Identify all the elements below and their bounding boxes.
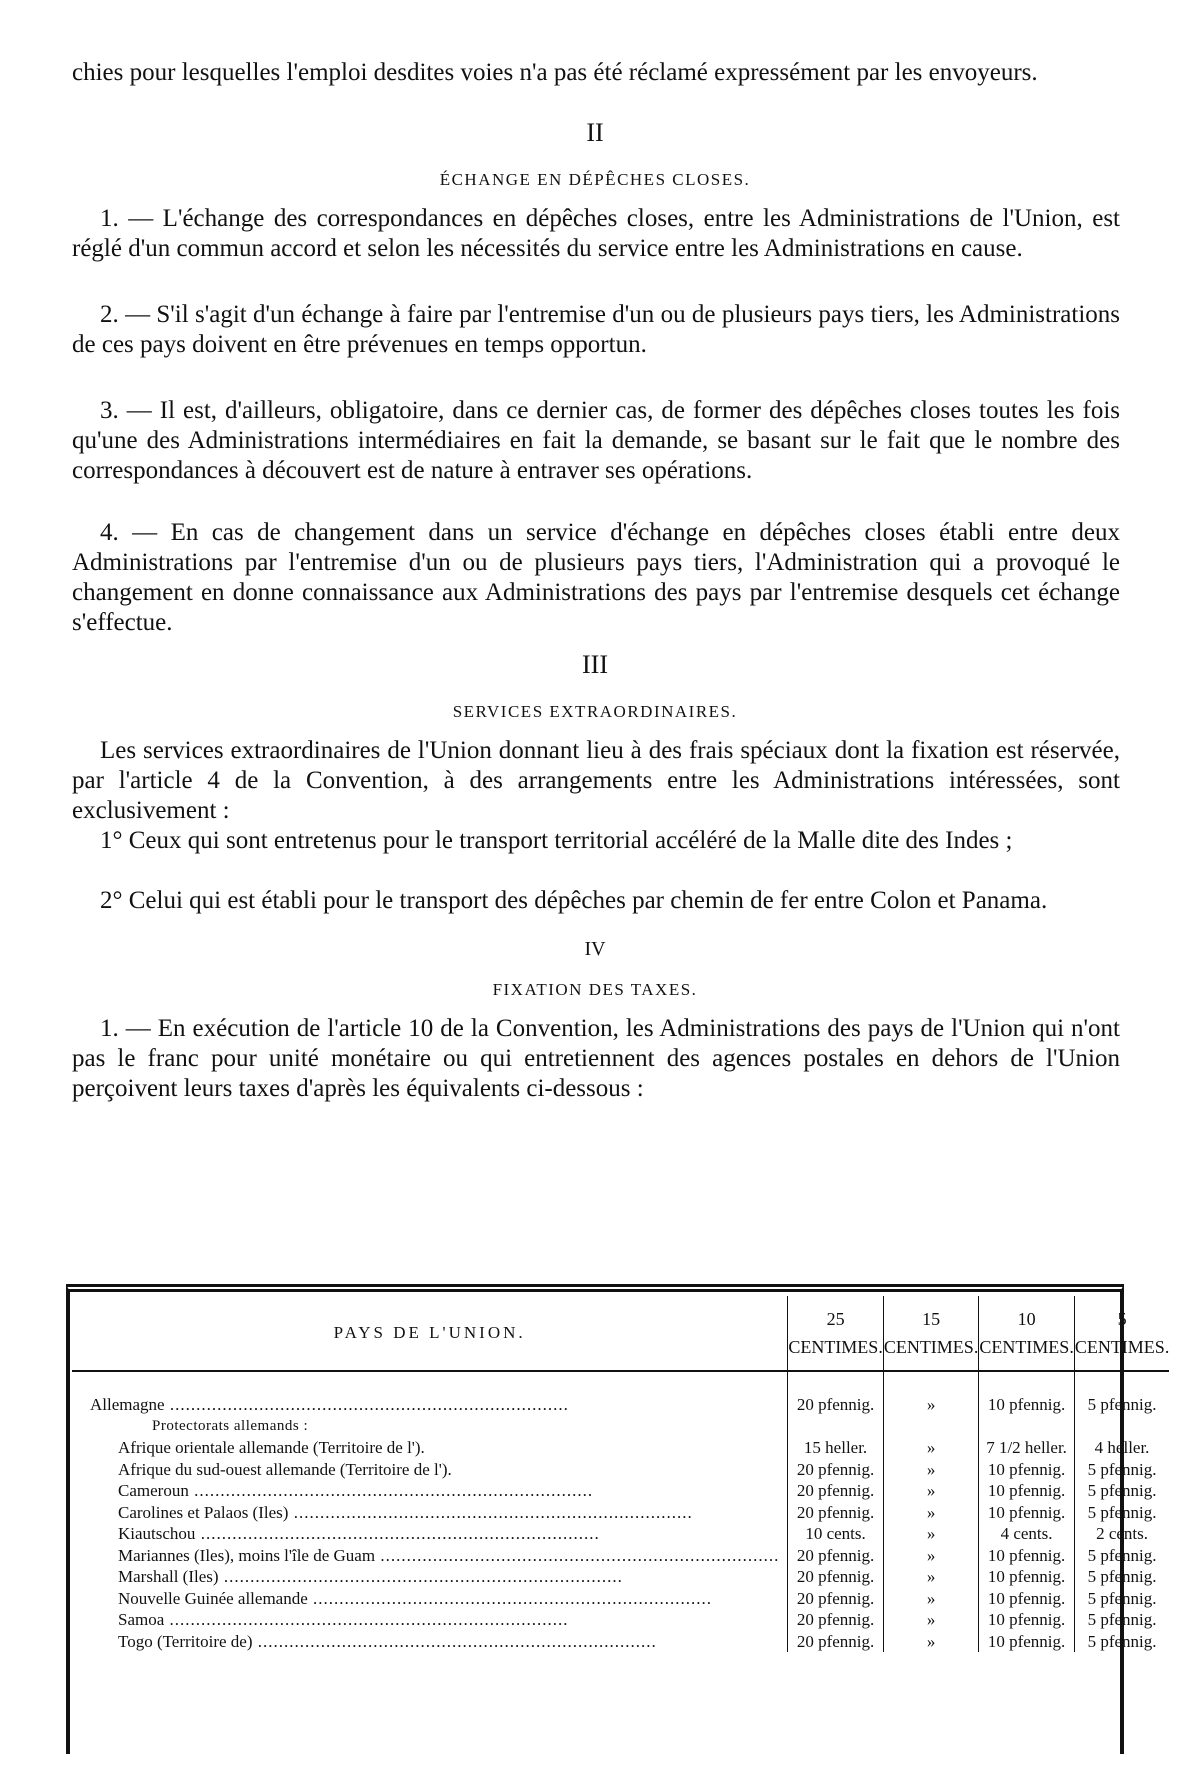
table-row [72, 1545, 1169, 1567]
section-2-paragraph-1: 1. — L'échange des correspondances en dépêches closes, entre les Administrations de l'Union, est réglé d'un commun accord et selon les nécessités du service entre les Administrations en cause. [72, 205, 1120, 262]
table-spacer-row [72, 1371, 1169, 1394]
header-25-unit: CENTIMES. [788, 1337, 883, 1357]
rate-15: » [883, 1545, 979, 1567]
header-15-centimes [883, 1296, 979, 1371]
header-country: PAYS DE L'UNION. [72, 1296, 788, 1371]
rate-25: 20 pfennig. [788, 1631, 884, 1653]
rate-10: 10 pfennig. [979, 1631, 1075, 1653]
rate-5: 5 pfennig. [1087, 1631, 1157, 1651]
rate-15: » [883, 1588, 979, 1610]
rate-10: 10 pfennig. [979, 1459, 1075, 1481]
rate-10: 4 cents. [979, 1523, 1075, 1545]
table-row [72, 1459, 1169, 1481]
header-5-number: 5 [1117, 1309, 1127, 1329]
rate-5: 5 pfennig. [1087, 1395, 1157, 1414]
header-25-number: 25 [826, 1309, 845, 1329]
rate-5: 5 pfennig. [1087, 1545, 1157, 1565]
rate-10: 10 pfennig. [979, 1480, 1075, 1502]
header-10-number: 10 [1017, 1309, 1036, 1329]
rate-5: 2 cents. [1096, 1524, 1149, 1543]
rate-25: 20 pfennig. [788, 1545, 884, 1567]
rate-25: 20 pfennig. [788, 1502, 884, 1524]
country-name: Afrique orientale allemande (Territoire de l'). [72, 1437, 788, 1459]
table-row [72, 1631, 1169, 1653]
rate-10: 10 pfennig. [979, 1502, 1075, 1524]
rate-25: 20 pfennig. [788, 1588, 884, 1610]
rate-15: » [883, 1609, 979, 1631]
country-name: Carolines et Palaos (Iles) ..... [72, 1502, 788, 1524]
rate-15: » [883, 1459, 979, 1481]
table-row [72, 1480, 1169, 1502]
rate-5: 5 pfennig. [1087, 1502, 1157, 1522]
rate-5: 4 heller. [1094, 1438, 1150, 1457]
section-4-number: IV [584, 938, 606, 960]
rate-15: » [883, 1523, 979, 1545]
rate-10: 10 pfennig. [979, 1394, 1075, 1416]
intro-paragraph: chies pour lesquelles l'emploi desdites voies n'a pas été réclamé expressément par les envoyeurs. [72, 59, 1038, 86]
country-name: Kiautschou ..... [72, 1523, 788, 1545]
section-2-paragraph-4: 4. — En cas de changement dans un service d'échange en dépêches closes établi entre deux Administrations par l'entremise d'un ou de plusieurs pays tiers, l'Administration qui a provoqué le changement en donne connaissance aux Administrations des pays par l'entremise desquels cet échange s'effectue. [72, 519, 1120, 636]
header-10-centimes [979, 1296, 1075, 1371]
table-body [72, 1371, 1169, 1652]
table-row [72, 1609, 1169, 1631]
section-2-paragraph-3: 3. — Il est, d'ailleurs, obligatoire, dans ce dernier cas, de former des dépêches closes toutes les fois qu'une des Administrations intermédiaires en fait la demande, se basant sur le fait que le nombre des correspondances à découvert est de nature à entraver ses opérations. [72, 397, 1120, 484]
rate-5: 5 pfennig. [1087, 1567, 1157, 1586]
section-4-title: FIXATION DES TAXES. [492, 980, 698, 999]
rate-10: 10 pfennig. [979, 1588, 1075, 1610]
rate-5: 5 pfennig. [1087, 1610, 1157, 1629]
section-3-item-1: 1° Ceux qui sont entretenus pour le transport territorial accéléré de la Malle dite des Indes ; [100, 827, 1013, 854]
section-3-number: III [582, 650, 608, 679]
rate-15: » [883, 1502, 979, 1524]
country-name: Mariannes (Iles), moins l'île de Guam ..... [72, 1545, 788, 1567]
rate-10: 10 pfennig. [979, 1566, 1075, 1588]
header-15-unit: CENTIMES. [883, 1337, 979, 1357]
country-name: Togo (Territoire de) ..... [72, 1631, 788, 1653]
rate-25: 20 pfennig. [788, 1609, 884, 1631]
rate-15: » [883, 1437, 979, 1459]
section-2-paragraph-2: 2. — S'il s'agit d'un échange à faire par l'entremise d'un ou de plusieurs pays tiers, les Administrations de ces pays doivent en être prévenues en temps opportun. [72, 301, 1120, 358]
table-row [72, 1502, 1169, 1524]
header-25-centimes [788, 1296, 884, 1371]
rate-25: 20 pfennig. [788, 1459, 884, 1481]
section-2-number: II [586, 118, 604, 147]
section-2-title: ÉCHANGE EN DÉPÊCHES CLOSES. [439, 170, 751, 189]
section-4-paragraph-1: 1. — En exécution de l'article 10 de la Convention, les Administrations des pays de l'Union qui n'ont pas le franc pour unité monétaire ou qui entretiennent des agences postales en dehors de l'Union perçoivent leurs taxes d'après les équivalents ci-dessous : [72, 1015, 1120, 1102]
header-10-unit: CENTIMES. [979, 1337, 1074, 1357]
table-row [72, 1523, 1169, 1545]
rate-10: 10 pfennig. [979, 1609, 1075, 1631]
rate-25: 20 pfennig. [788, 1566, 884, 1588]
rates-table [72, 1296, 1169, 1652]
table-row [72, 1394, 1169, 1416]
section-3-title: SERVICES EXTRAORDINAIRES. [452, 702, 738, 721]
rate-25: 10 cents. [788, 1523, 884, 1545]
rate-15: » [883, 1394, 979, 1416]
rate-15: » [883, 1480, 979, 1502]
table-row [72, 1437, 1169, 1459]
rate-10: 7 1/2 heller. [979, 1437, 1075, 1459]
rate-10: 10 pfennig. [979, 1545, 1075, 1567]
rate-5: 5 pfennig. [1087, 1588, 1157, 1608]
rate-15: » [883, 1631, 979, 1653]
table-group-row [72, 1416, 1169, 1438]
country-name: Nouvelle Guinée allemande ..... [72, 1588, 788, 1610]
country-name: Allemagne ..... [72, 1394, 788, 1416]
table-row [72, 1566, 1169, 1588]
group-label: Protectorats allemands : [72, 1416, 788, 1438]
header-15-number: 15 [922, 1309, 941, 1329]
header-5-centimes [1074, 1296, 1169, 1371]
section-3-paragraph-1: Les services extraordinaires de l'Union donnant lieu à des frais spéciaux dont la fixation est réservée, par l'article 4 de la Convention, à des arrangements entre les Administrations intéressées, sont exclusivement : [72, 737, 1120, 824]
rate-5: 5 pfennig. [1087, 1481, 1157, 1500]
country-name: Samoa ..... [72, 1609, 788, 1631]
rate-5: 5 pfennig. [1087, 1459, 1157, 1479]
rate-25: 20 pfennig. [788, 1394, 884, 1416]
rate-25: 15 heller. [788, 1437, 884, 1459]
country-name: Cameroun ..... [72, 1480, 788, 1502]
rate-15: » [883, 1566, 979, 1588]
country-name: Afrique du sud-ouest allemande (Territoire de l'). [72, 1459, 788, 1481]
table-header-row [72, 1296, 1169, 1371]
country-name: Marshall (Iles) ..... [72, 1566, 788, 1588]
table-row [72, 1588, 1169, 1610]
section-3-item-2: 2° Celui qui est établi pour le transport des dépêches par chemin de fer entre Colon et Panama. [100, 887, 1048, 914]
header-5-unit: CENTIMES. [1074, 1337, 1170, 1357]
rate-25: 20 pfennig. [788, 1480, 884, 1502]
